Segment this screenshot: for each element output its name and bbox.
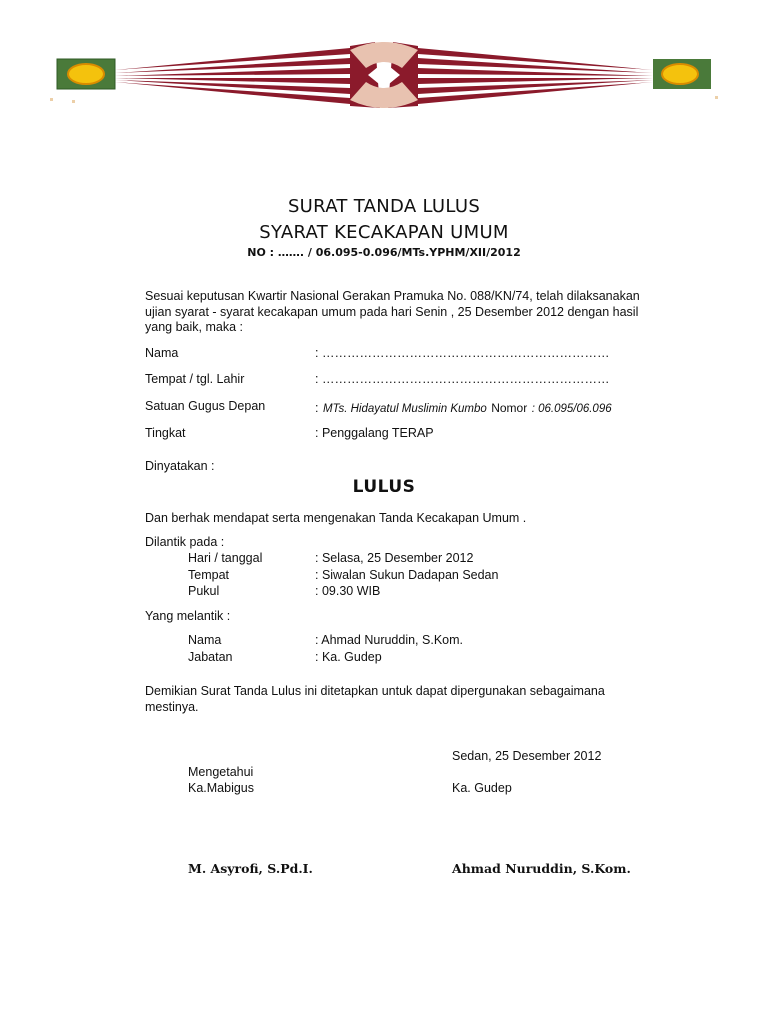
result-heading: LULUS [352, 477, 416, 497]
document-number: NO : ……. / 06.095-0.096/MTs.YPHM/XII/2012 [247, 246, 521, 259]
document-title: SURAT TANDA LULUS [287, 196, 481, 217]
gugus-nomor-label: Nomor [491, 401, 528, 415]
ttl-value: : …………………………………………………………… [315, 372, 610, 386]
entitled-text: Dan berhak mendapat serta mengenakan Tanda Kecakapan Umum . [145, 511, 527, 525]
intro-paragraph: Sesuai keputusan Kwartir Nasional Gerakan Pramuka No. 088/KN/74, telah dilaksanakan ujian syarat - syarat kecakapan umum pada hari Senin , 25 Desember 2012 dengan hasil yang baik, maka : [145, 289, 640, 334]
tingkat-label: Tingkat [145, 426, 186, 440]
gugus-colon: : [315, 401, 319, 415]
tempat-label: Tempat [188, 568, 229, 582]
pukul-label: Pukul [188, 584, 220, 598]
place-date: Sedan, 25 Desember 2012 [452, 749, 602, 763]
jabatan-value: : Ka. Gudep [315, 650, 382, 664]
left-acknowledge: Mengetahui [188, 765, 254, 779]
ttl-label: Tempat / tgl. Lahir [145, 372, 245, 386]
gugus-nomor-value: : 06.095/06.096 [531, 403, 612, 415]
pelantik-heading: Yang melantik : [145, 609, 231, 623]
pelantik-nama-value: : Ahmad Nuruddin, S.Kom. [315, 633, 463, 647]
dilantik-heading: Dilantik pada : [145, 535, 225, 549]
nama-value: : …………………………………………………………… [315, 346, 610, 360]
left-emblem-sun [68, 64, 104, 84]
right-emblem-sun [662, 64, 698, 84]
nama-label: Nama [145, 346, 179, 360]
right-rays [388, 42, 653, 108]
right-role: Ka. Gudep [452, 781, 512, 795]
tempat-value: : Siwalan Sukun Dadapan Sedan [315, 568, 499, 582]
gugus-label: Satuan Gugus Depan [145, 399, 266, 413]
hari-label: Hari / tanggal [188, 551, 263, 565]
tingkat-value: : Penggalang TERAP [315, 426, 434, 440]
left-signatory-name: M. Asyrofi, S.Pd.I. [188, 861, 313, 876]
left-rays [115, 42, 380, 108]
gugus-value-row [315, 399, 612, 417]
gugus-value: MTs. Hidayatul Muslimin Kumbo [322, 403, 487, 415]
jabatan-label: Jabatan [188, 650, 233, 664]
hari-value: : Selasa, 25 Desember 2012 [315, 551, 474, 565]
left-role: Ka.Mabigus [188, 781, 255, 795]
dinyatakan-label: Dinyatakan : [145, 459, 215, 473]
right-signatory-name: Ahmad Nuruddin, S.Kom. [452, 861, 631, 876]
header-ornament [50, 40, 718, 110]
pelantik-nama-label: Nama [188, 633, 222, 647]
closing-paragraph: Demikian Surat Tanda Lulus ini ditetapkan untuk dapat dipergunakan sebagaimana mestinya. [145, 684, 605, 714]
pukul-value: : 09.30 WIB [315, 584, 381, 598]
document-subtitle: SYARAT KECAKAPAN UMUM [259, 222, 509, 243]
